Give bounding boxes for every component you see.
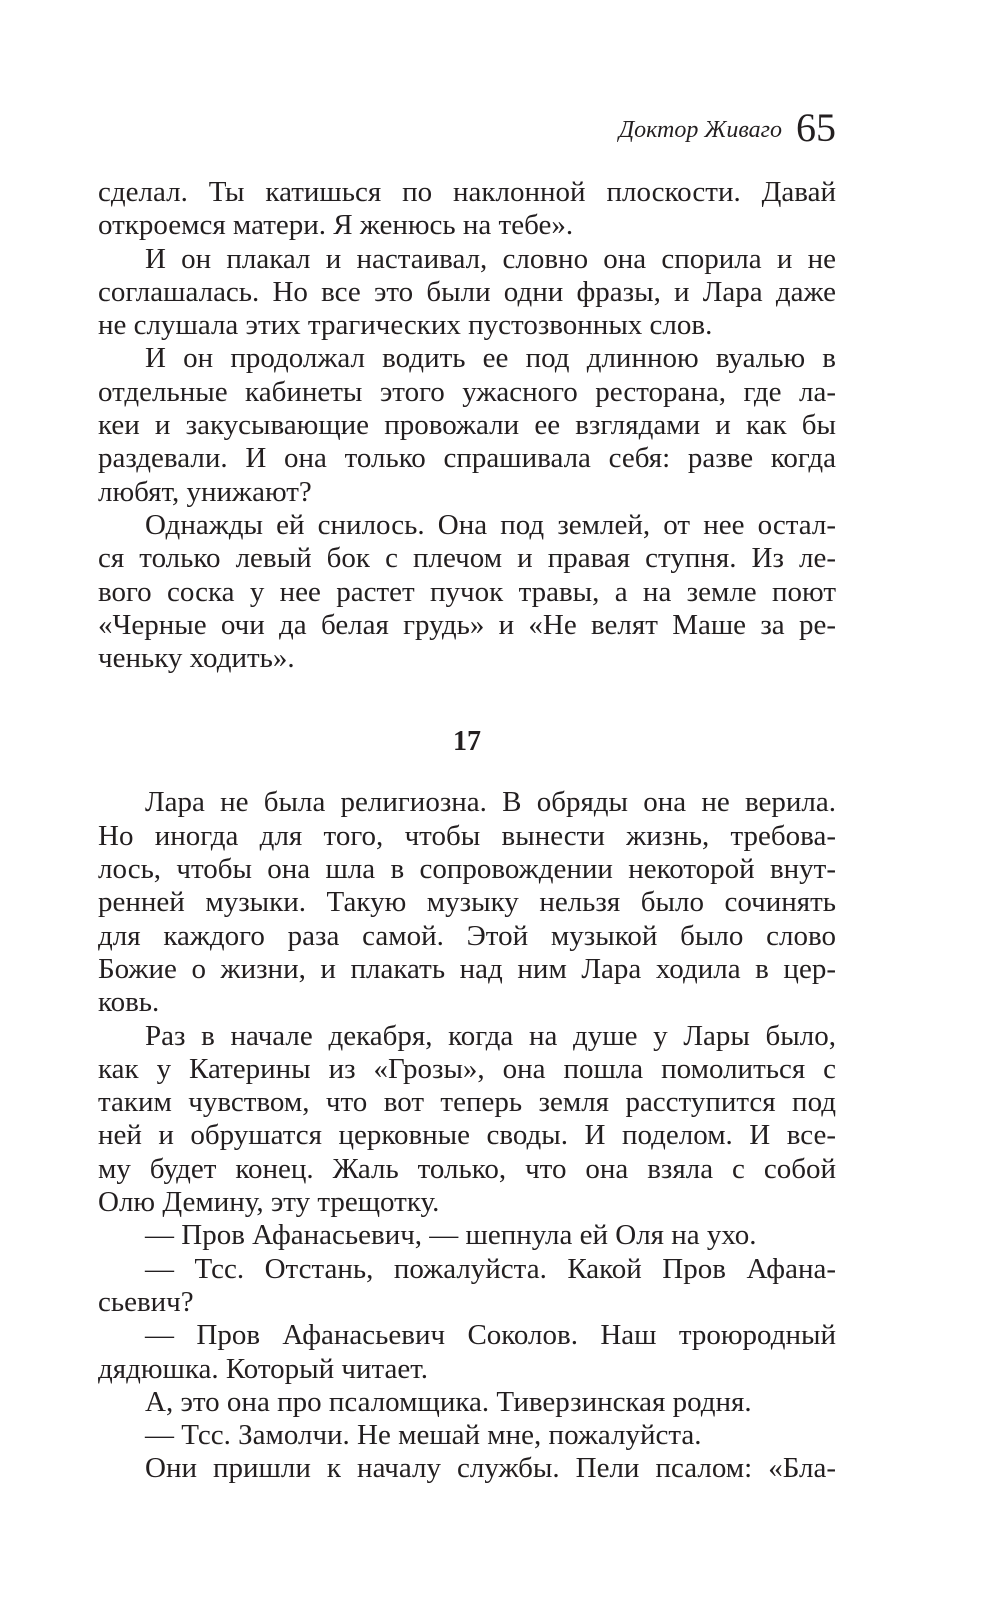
text-line: не слушала этих трагических пустозвонных слов. [98, 309, 713, 342]
text-line: — Пров Афанасьевич Соколов. Наш троюродный [145, 1319, 836, 1352]
text-line: Олю Демину, эту трещотку. [98, 1186, 440, 1219]
text-line: Они пришли к началу службы. Пели псалом: «Бла- [145, 1452, 836, 1485]
text-line: Божие о жизни, и плакать над ним Лара ходила в цер- [98, 952, 836, 985]
text-line: И он плакал и настаивал, словно она спорила и не [145, 242, 836, 275]
text-line: «Черные очи да белая грудь» и «Не велят Маше за ре- [98, 608, 836, 641]
text-line: И он продолжал водить ее под длинною вуалью в [145, 342, 836, 375]
text-line: А, это она про псаломщика. Тиверзинская родня. [145, 1385, 752, 1418]
text-line: ковь. [98, 986, 160, 1019]
page-text [98, 176, 836, 1486]
text-line: сьевич? [98, 1285, 194, 1318]
text-line: Раз в начале декабря, когда на душе у Лары было, [145, 1019, 836, 1052]
text-line: лось, чтобы она шла в сопровождении некоторой внут- [98, 853, 836, 886]
text-line: соглашалась. Но все это были одни фразы, и Лара даже [98, 275, 836, 308]
section-number: 17 [453, 726, 481, 758]
text-line: Однажды ей снилось. Она под землей, от нее остал- [145, 508, 836, 541]
text-line: откроемся матери. Я женюсь на тебе». [98, 209, 574, 242]
text-line: дядюшка. Который читает. [98, 1352, 429, 1385]
running-title: Доктор Живаго [618, 117, 782, 143]
page-number: 65 [796, 105, 836, 150]
text-line: ся только левый бок с плечом и правая ступня. Из ле- [98, 542, 836, 575]
text-line: му будет конец. Жаль только, что она взяла с собой [98, 1152, 836, 1185]
text-line: для каждого раза самой. Этой музыкой было слово [98, 919, 836, 952]
text-line: ченьку ходить». [98, 642, 295, 675]
text-line: — Тсс. Отстань, пожалуйста. Какой Пров Афана- [145, 1252, 836, 1285]
text-line: сделал. Ты катишься по наклонной плоскости. Давай [98, 176, 836, 208]
text-line: отдельные кабинеты этого ужасного ресторана, где ла- [98, 375, 836, 408]
text-line: ней и обрушатся церковные своды. И поделом. И все- [98, 1119, 836, 1152]
text-line: любят, унижают? [98, 475, 312, 508]
text-line: как у Катерины из «Грозы», она пошла помолиться с [98, 1052, 836, 1085]
text-line: кеи и закусывающие провожали ее взглядами и как бы [98, 409, 836, 442]
text-line: Лара не была религиозна. В обряды она не верила. [145, 786, 836, 819]
text-line: ренней музыки. Такую музыку нельзя было сочинять [98, 886, 836, 919]
running-header [540, 104, 836, 154]
text-line: таким чувством, что вот теперь земля расступится под [98, 1086, 836, 1119]
text-line: вого соска у нее растет пучок травы, а на земле поют [98, 575, 836, 608]
text-line: — Тсс. Замолчи. Не мешай мне, пожалуйста. [145, 1419, 702, 1452]
text-line: раздевали. И она только спрашивала себя: разве когда [98, 442, 836, 475]
text-line: — Пров Афанасьевич, — шепнула ей Оля на ухо. [145, 1219, 757, 1252]
text-line: Но иногда для того, чтобы вынести жизнь, требова- [98, 819, 836, 852]
